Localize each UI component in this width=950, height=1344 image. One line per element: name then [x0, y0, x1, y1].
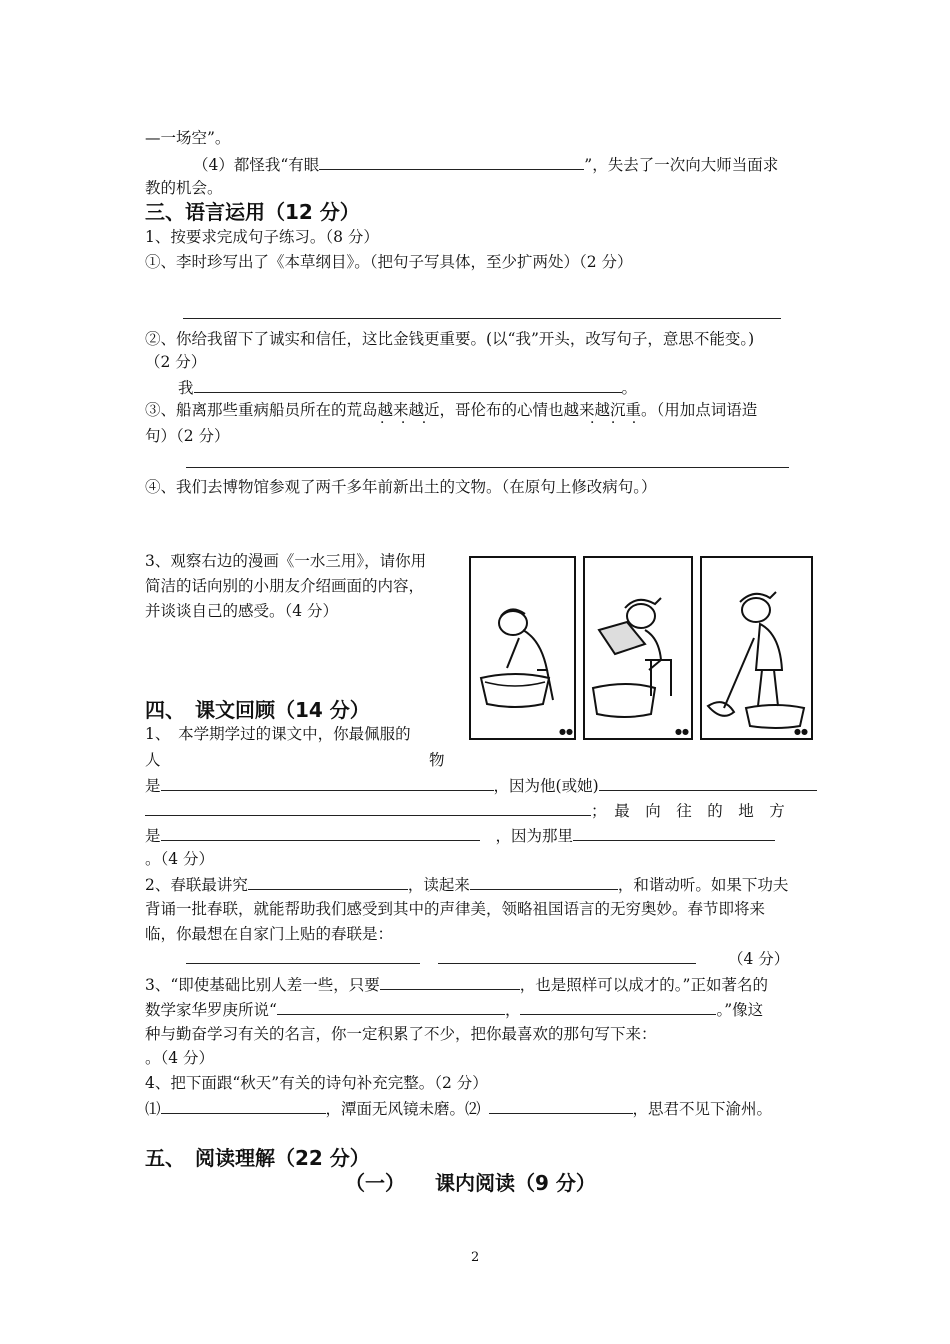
- answer-blank[interactable]: [277, 999, 505, 1015]
- answer-line[interactable]: [183, 318, 781, 319]
- score-note: 。（4 分）: [145, 850, 215, 868]
- page-number: 2: [471, 1250, 480, 1265]
- answer-line[interactable]: [186, 467, 789, 468]
- answer-blank[interactable]: [161, 825, 480, 841]
- answer-blank[interactable]: [145, 800, 591, 816]
- section-4-question-2: 2、春联最讲究 ，读起来 ，和谐动听。如果下功夫: [145, 876, 789, 894]
- answer-blank[interactable]: [161, 775, 494, 791]
- answer-row: ； 最 向 往 的 地 方: [145, 800, 785, 821]
- answer-blank[interactable]: [520, 999, 716, 1015]
- poem-row: ⑴ ，潭面无风镜未磨。⑵ ，思君不见下渝州。: [145, 1100, 773, 1118]
- answer-blank[interactable]: [573, 825, 775, 841]
- question-4-line: （4）都怪我“有眼 ”，失去了一次向大师当面求: [193, 156, 779, 174]
- section-4-question-1: 1、 本学期学过的课文中，你最佩服的: [145, 725, 411, 743]
- text-line: 背诵一批春联，就能帮助我们感受到其中的声律美，领略祖国语言的无穷奥妙。春节即将来: [145, 900, 766, 918]
- section-4-title: 四、 课文回顾（14 分）: [145, 698, 370, 722]
- svg-text:●●: ●●: [675, 727, 689, 736]
- section-4-question-3: 3、“即使基础比别人差一些，只要 ，也是照样可以成才的。”正如著名的: [145, 976, 768, 994]
- answer-blank[interactable]: [599, 775, 817, 791]
- section-4-question-4: 4、把下面跟“秋天”有关的诗句补充完整。（2 分）: [145, 1074, 488, 1092]
- comic-panel-mopping: [700, 556, 813, 740]
- girl-washing-clothes-illustration: [585, 558, 691, 738]
- section-5-title: 五、 阅读理解（22 分）: [145, 1146, 370, 1170]
- question-3-line-1: 3、观察右边的漫画《一水三用》，请你用: [145, 552, 427, 570]
- question-3-line-2: 简洁的话向别的小朋友介绍画面的内容，: [145, 577, 425, 595]
- answer-row: 是 ，因为他(或她): [145, 775, 817, 796]
- girl-mopping-illustration: [702, 558, 811, 738]
- emphasis-dots: · · ·: [590, 415, 643, 431]
- girl-washing-hands-illustration: [471, 558, 574, 738]
- emphasis-dots: · · ·: [380, 415, 433, 431]
- couplet-line-2[interactable]: [438, 963, 696, 964]
- question-1-2: ②、你给我留下了诚实和信任，这比金钱更重要。(以“我”开头，改写句子，意思不能变。): [145, 330, 755, 348]
- question-1-4: ④、我们去博物馆参观了两千多年前新出土的文物。（在原句上修改病句。）: [145, 478, 657, 496]
- quote-row: 数学家华罗庚所说“ ， 。”像这: [145, 1001, 764, 1019]
- text-fragment: 物: [429, 751, 445, 769]
- couplet-line-1[interactable]: [186, 963, 420, 964]
- section-3-title: 三、语言运用（12 分）: [145, 200, 360, 224]
- answer-blank[interactable]: [319, 154, 584, 170]
- question-1-1: ①、李时珍写出了《本草纲目》。（把句子写具体，至少扩两处）（2 分）: [145, 253, 633, 271]
- question-3-line-3: 并谈谈自己的感受。（4 分）: [145, 602, 339, 620]
- score-note: （4 分）: [728, 950, 790, 968]
- text-line: 教的机会。: [145, 179, 223, 197]
- question-1-3: ③、船离那些重病船员所在的荒岛越来越近，哥伦布的心情也越来越沉重。（用加点词语造: [145, 401, 758, 419]
- answer-blank[interactable]: [248, 874, 408, 890]
- answer-blank[interactable]: [489, 1098, 633, 1114]
- text-line: 临，你最想在自家门上贴的春联是：: [145, 925, 394, 943]
- score-note: 句）（2 分）: [145, 427, 230, 445]
- answer-row: 是 ，因为那里: [145, 825, 775, 846]
- comic-panel-washing: [469, 556, 576, 740]
- question-1: 1、按要求完成句子练习。（8 分）: [145, 228, 379, 246]
- score-note: （2 分）: [145, 353, 207, 371]
- question-1-2-answer: 我 。: [178, 379, 638, 397]
- svg-text:●●: ●●: [794, 727, 808, 736]
- answer-blank[interactable]: [161, 1098, 326, 1114]
- section-5-subtitle: （一） 课内阅读（9 分）: [345, 1171, 596, 1195]
- answer-blank[interactable]: [380, 974, 520, 990]
- text-line: —一场空”。: [145, 129, 231, 147]
- answer-blank[interactable]: [194, 377, 622, 393]
- score-note: 。（4 分）: [145, 1049, 215, 1067]
- svg-text:●●: ●●: [559, 727, 573, 736]
- answer-blank[interactable]: [470, 874, 618, 890]
- comic-panel-laundry: [583, 556, 693, 740]
- text-line: 种与勤奋学习有关的名言，你一定积累了不少，把你最喜欢的那句写下来：: [145, 1025, 657, 1043]
- text-fragment: 人: [145, 751, 161, 769]
